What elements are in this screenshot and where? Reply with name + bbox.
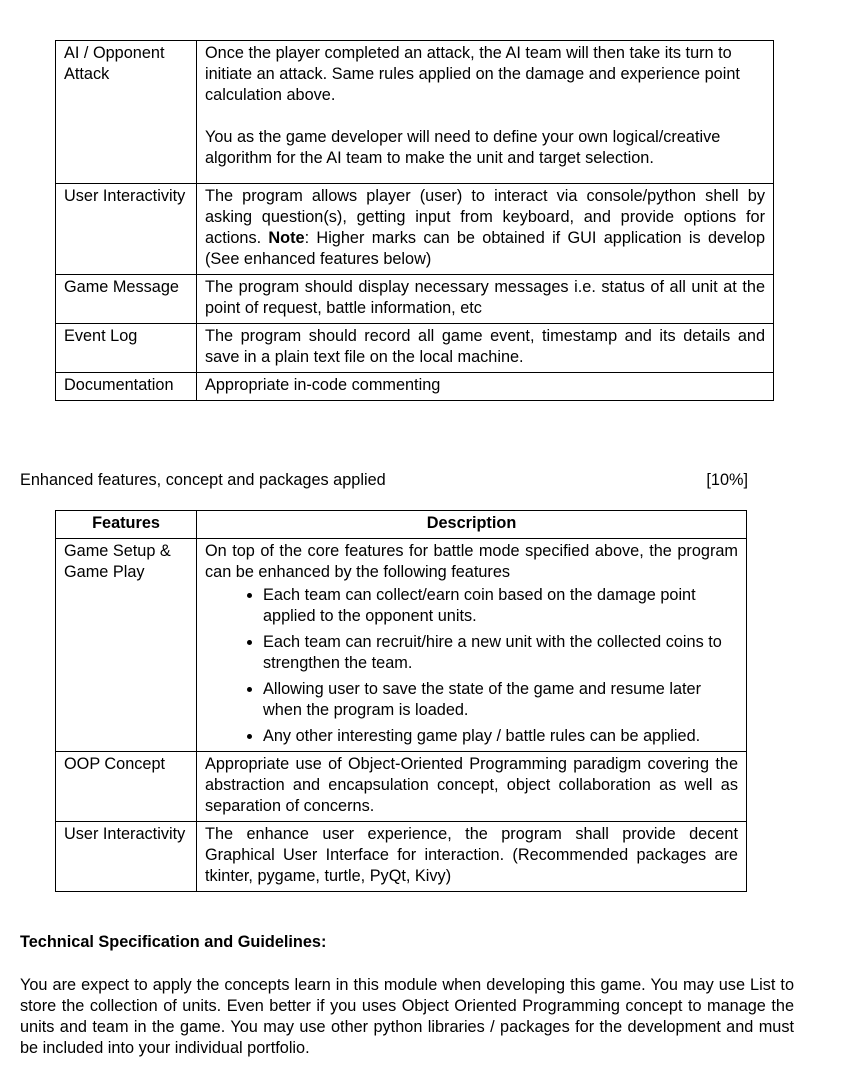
note-label: Note (268, 229, 305, 247)
table-row (56, 41, 774, 184)
feature-cell: Game Message (56, 275, 197, 324)
list-item: • Any other interesting game play / battle rules can be applied. (263, 726, 738, 747)
list-item: • Each team can collect/earn coin based on the damage point applied to the opponent units. (263, 585, 738, 627)
description-cell: The program should record all game event, timestamp and its details and save in a plain text file on the local machine. (197, 324, 774, 373)
list-item: • Allowing user to save the state of the game and resume later when the program is loaded. (263, 679, 738, 721)
table-row (56, 539, 747, 752)
description-cell: The enhance user experience, the program shall provide decent Graphical User Interface for interaction. (Recommended packages are tkinter, pygame, turtle, PyQt, Kivy) (197, 822, 747, 892)
table-row (56, 373, 774, 401)
section-title: Enhanced features, concept and packages applied (20, 471, 386, 489)
feature-cell: AI / Opponent Attack (56, 41, 197, 184)
technical-heading: Technical Specification and Guidelines: (20, 933, 327, 951)
feature-cell: User Interactivity (56, 822, 197, 892)
table-row (56, 324, 774, 373)
description-cell: Appropriate in-code commenting (197, 373, 774, 401)
description-text: The program allows player (user) to interact via console/python shell by asking question(s), getting input from keyboard, and provide options for actions. (205, 187, 765, 247)
enhanced-features-table (55, 510, 747, 892)
feature-cell: Documentation (56, 373, 197, 401)
description-cell: The program should display necessary messages i.e. status of all unit at the point of request, battle information, etc (197, 275, 774, 324)
table-row (56, 275, 774, 324)
table-header-row (56, 511, 747, 539)
section-weight: [10%] (706, 471, 748, 489)
description-cell (197, 41, 774, 184)
description-cell (197, 184, 774, 275)
feature-cell: User Interactivity (56, 184, 197, 275)
feature-cell: Game Setup & Game Play (56, 539, 197, 752)
feature-cell: OOP Concept (56, 752, 197, 822)
table-row (56, 752, 747, 822)
column-header: Features (56, 511, 197, 539)
enhanced-section-heading (20, 470, 748, 491)
list-item: • Each team can recruit/hire a new unit with the collected coins to strengthen the team. (263, 632, 738, 674)
bullet-list (205, 585, 738, 747)
table-row (56, 184, 774, 275)
description-text: On top of the core features for battle mode specified above, the program can be enhanced by the following features (205, 542, 738, 581)
description-cell (197, 539, 747, 752)
core-features-table (55, 40, 774, 401)
description-paragraph: Once the player completed an attack, the AI team will then take its turn to initiate an attack. Same rules applied on the damage and experience point calculation above. (205, 44, 740, 104)
table-row (56, 822, 747, 892)
technical-paragraph: You are expect to apply the concepts learn in this module when developing this game. You may use List to store the collection of units. Even better if you uses Object Oriented Programming concept to manage the units and team in the game. You may use other python libraries / packages for the development and must be included into your individual portfolio. (20, 976, 794, 1057)
description-text: : Higher marks can be obtained if GUI application is develop (See enhanced features below) (205, 229, 765, 268)
description-paragraph: You as the game developer will need to define your own logical/creative algorithm for the AI team to make the unit and target selection. (205, 128, 721, 167)
column-header: Description (197, 511, 747, 539)
description-cell: Appropriate use of Object-Oriented Programming paradigm covering the abstraction and encapsulation concept, object collaboration as well as separation of concerns. (197, 752, 747, 822)
feature-cell: Event Log (56, 324, 197, 373)
